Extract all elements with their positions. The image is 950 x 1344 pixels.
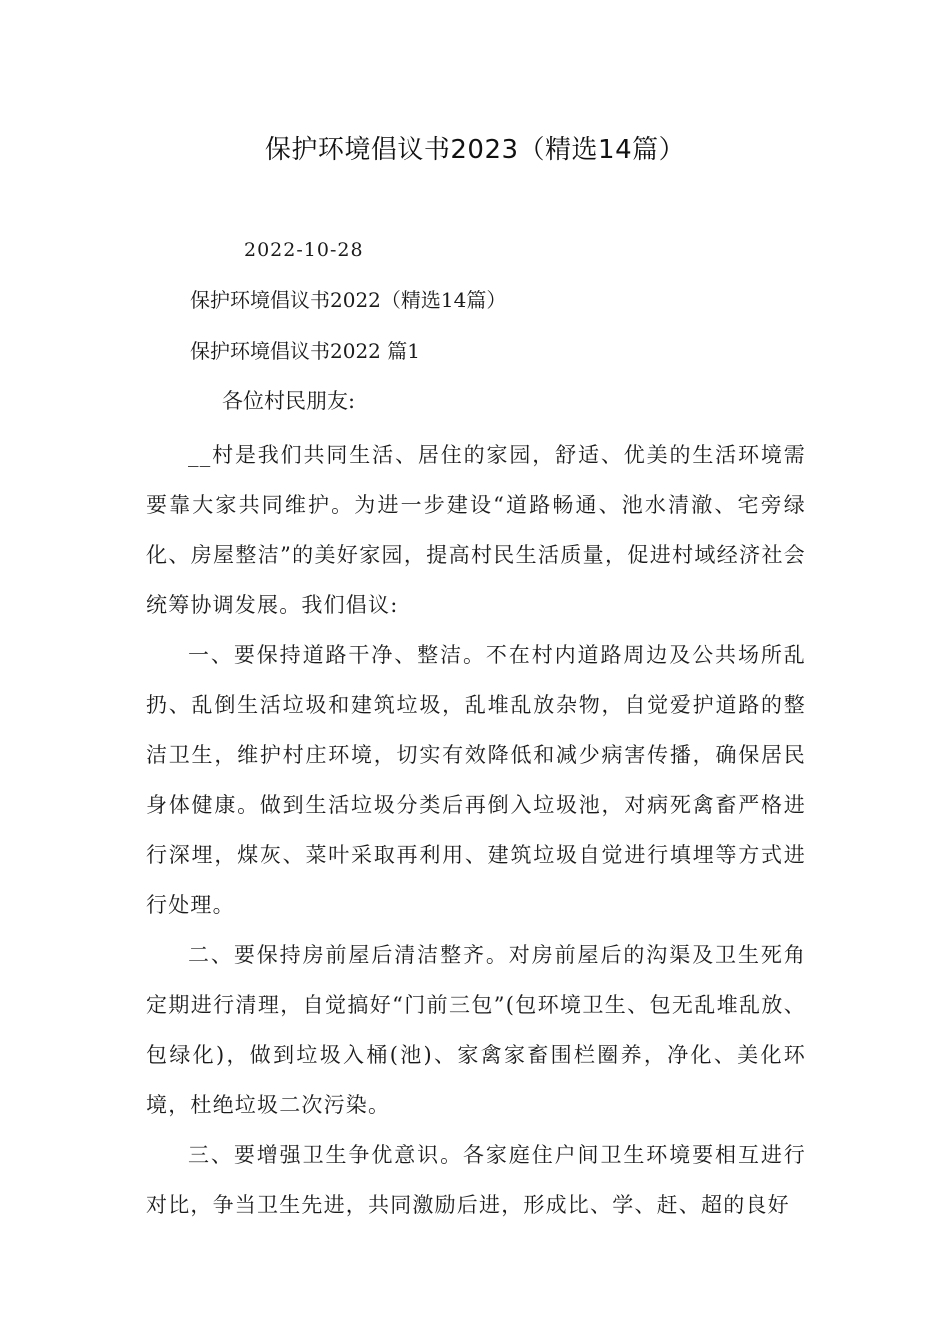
salutation: 各位村民朋友: [222,389,356,413]
paragraph: __村是我们共同生活、居住的家园，舒适、优美的生活环境需要靠大家共同维护。为进一步建设“道路畅通、池水清澈、宅旁绿化、房屋整洁”的美好家园，提高村民生活质量，促进村域经济社会统筹协调发展。我们倡议: [146,443,806,617]
paragraph: 三、要增强卫生争优意识。各家庭住户间卫生环境要相互进行对比，争当卫生先进，共同激励后进，形成比、学、赶、超的良好 [146,1143,806,1217]
paragraph: 二、要保持房前屋后清洁整齐。对房前屋后的沟渠及卫生死角定期进行清理，自觉搞好“门前三包”(包环境卫生、包无乱堆乱放、包绿化)，做到垃圾入桶(池)、家禽家畜围栏圈养，净化、美化环境，杜绝垃圾二次污染。 [146,943,806,1117]
document-date: 2022-10-28 [244,239,364,261]
document-body [146,430,806,1230]
document-title: 保护环境倡议书2023（精选14篇） [264,135,686,165]
document-subtitle: 保护环境倡议书2022（精选14篇） [190,288,507,312]
paragraph: 一、要保持道路干净、整洁。不在村内道路周边及公共场所乱扔、乱倒生活垃圾和建筑垃圾，乱堆乱放杂物，自觉爱护道路的整洁卫生，维护村庄环境，切实有效降低和减少病害传播，确保居民身体健康。做到生活垃圾分类后再倒入垃圾池，对病死禽畜严格进行深埋，煤灰、菜叶采取再利用、建筑垃圾自觉进行填埋等方式进行处理。 [146,643,806,917]
section-heading: 保护环境倡议书2022 篇1 [190,339,420,363]
